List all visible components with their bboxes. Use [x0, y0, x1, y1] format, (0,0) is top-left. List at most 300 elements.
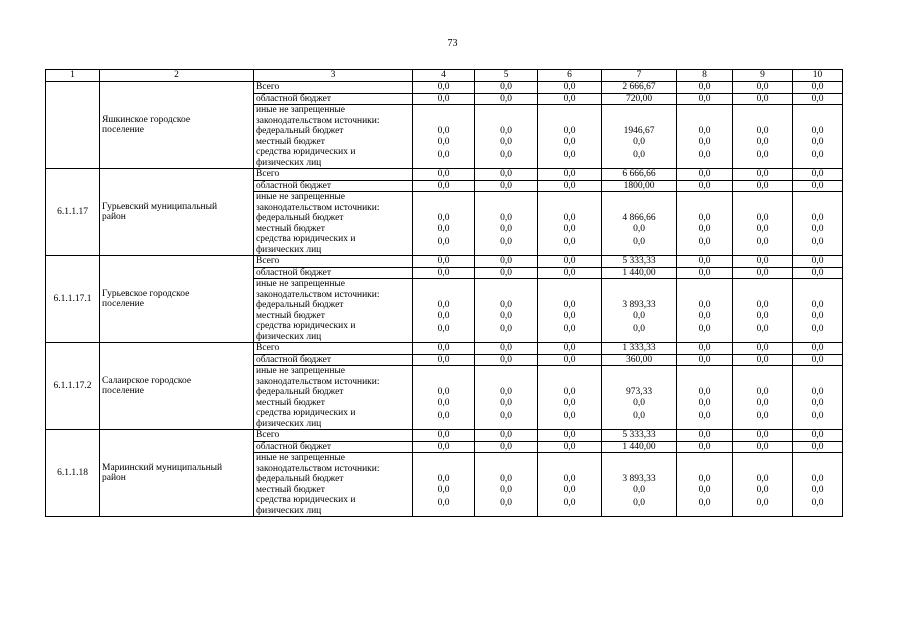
cell-value: 0,0: [756, 324, 769, 334]
cell-value: 0,0: [698, 324, 711, 334]
other-value-cell: [602, 192, 677, 256]
cell-spacer: [735, 279, 790, 290]
source-other-label: [254, 279, 413, 343]
total-value-cell: 0,0: [677, 343, 733, 355]
cell-spacer: [604, 464, 674, 475]
regional-value-cell: 0,0: [677, 180, 733, 192]
row-name: [100, 82, 254, 169]
cell-value: 0,0: [811, 213, 824, 223]
column-header: 7: [602, 70, 677, 82]
cell-value: 0,0: [698, 136, 711, 147]
row-name-line: поселение: [102, 299, 144, 309]
row-name-line: Гурьевский муниципальный: [102, 201, 218, 212]
cell-spacer: [735, 453, 790, 464]
regional-value-cell: 0,0: [413, 441, 475, 453]
total-value-cell: 0,0: [677, 169, 733, 181]
row-name-line: Гурьевское городское: [102, 288, 190, 299]
cell-value: 0,0: [563, 387, 576, 397]
cell-spacer: [795, 453, 840, 464]
regional-value-cell: 0,0: [733, 354, 793, 366]
cell-value: 0,0: [437, 213, 450, 223]
cell-value: 0,0: [756, 484, 769, 495]
cell-value: 0,0: [698, 474, 711, 484]
cell-spacer: [477, 290, 535, 301]
row-name: [100, 256, 254, 343]
cell-value: 0,0: [756, 126, 769, 136]
row-name: [100, 169, 254, 256]
total-value-cell: 0,0: [538, 169, 602, 181]
cell-value: 0,0: [756, 136, 769, 147]
cell-spacer: [540, 290, 599, 301]
cell-value: 973,33: [625, 387, 653, 397]
total-value-cell: 6 666,66: [602, 169, 677, 181]
cell-value: 0,0: [437, 324, 450, 334]
cell-spacer: [795, 279, 840, 290]
cell-value: 0,0: [698, 150, 711, 160]
cell-spacer: [735, 377, 790, 388]
cell-value: 0,0: [698, 484, 711, 495]
total-value-cell: 0,0: [733, 430, 793, 442]
table-row: [46, 343, 843, 355]
other-value-cell: [413, 105, 475, 169]
source-total-label: Всего: [254, 82, 413, 94]
total-value-cell: 1 333,33: [602, 343, 677, 355]
cell-value: 0,0: [500, 136, 512, 147]
regional-value-cell: 0,0: [538, 267, 602, 279]
source-regional-label: областной бюджет: [254, 354, 413, 366]
regional-value-cell: 0,0: [733, 180, 793, 192]
cell-spacer: [679, 116, 730, 127]
row-name-line: поселение: [102, 125, 144, 135]
total-value-cell: 0,0: [793, 256, 843, 268]
cell-spacer: [735, 464, 790, 475]
other-value-cell: [538, 105, 602, 169]
cell-value: 0,0: [633, 484, 645, 495]
source-label-line: физических лиц: [256, 505, 322, 516]
cell-spacer: [735, 105, 790, 116]
cell-spacer: [477, 203, 535, 214]
source-label-line: местный бюджет: [256, 397, 325, 408]
column-header: 6: [538, 70, 602, 82]
cell-value: 0,0: [633, 310, 645, 321]
other-value-cell: [413, 192, 475, 256]
cell-spacer: [679, 105, 730, 116]
cell-value: 3 893,33: [622, 300, 656, 310]
total-value-cell: 0,0: [475, 430, 538, 442]
cell-spacer: [415, 105, 472, 116]
column-header: 3: [254, 70, 413, 82]
budget-table: [45, 69, 843, 517]
column-header: 10: [793, 70, 843, 82]
other-value-cell: [475, 105, 538, 169]
cell-value: 0,0: [756, 397, 769, 408]
cell-value: 0,0: [437, 223, 450, 234]
regional-value-cell: 0,0: [475, 93, 538, 105]
total-value-cell: 0,0: [793, 169, 843, 181]
row-code: 6.1.1.17: [46, 169, 100, 256]
other-value-cell: [602, 279, 677, 343]
column-header: 2: [100, 70, 254, 82]
source-other-label: [254, 192, 413, 256]
total-value-cell: 5 333,33: [602, 256, 677, 268]
regional-value-cell: 0,0: [793, 441, 843, 453]
cell-spacer: [795, 105, 840, 116]
regional-value-cell: 0,0: [538, 180, 602, 192]
cell-value: 0,0: [811, 300, 824, 310]
cell-spacer: [415, 377, 472, 388]
source-label-line: иные не запрещенные: [256, 453, 346, 463]
cell-value: 0,0: [563, 324, 576, 334]
regional-value-cell: 0,0: [793, 267, 843, 279]
cell-value: 0,0: [563, 300, 576, 310]
cell-spacer: [679, 290, 730, 301]
regional-value-cell: 0,0: [475, 354, 538, 366]
cell-value: 0,0: [563, 237, 576, 247]
cell-value: 0,0: [811, 474, 824, 484]
source-label-line: федеральный бюджет: [256, 387, 344, 397]
cell-value: 0,0: [756, 150, 769, 160]
cell-value: 0,0: [698, 411, 711, 421]
cell-value: 0,0: [633, 136, 645, 147]
cell-value: 0,0: [811, 397, 824, 408]
regional-value-cell: 0,0: [677, 267, 733, 279]
source-label-line: федеральный бюджет: [256, 126, 344, 136]
total-value-cell: 0,0: [733, 256, 793, 268]
total-value-cell: 2 666,67: [602, 82, 677, 94]
cell-value: 0,0: [756, 213, 769, 223]
cell-spacer: [604, 105, 674, 116]
cell-value: 0,0: [563, 150, 576, 160]
source-label-line: средства юридических и: [256, 495, 356, 505]
cell-value: 3 893,33: [622, 474, 656, 484]
source-label-line: иные не запрещенные: [256, 105, 346, 115]
cell-value: 0,0: [698, 300, 711, 310]
regional-value-cell: 0,0: [677, 354, 733, 366]
cell-value: 0,0: [500, 310, 512, 321]
cell-spacer: [540, 377, 599, 388]
cell-value: 0,0: [698, 237, 711, 247]
cell-spacer: [604, 192, 674, 203]
cell-spacer: [477, 192, 535, 203]
total-value-cell: 0,0: [733, 343, 793, 355]
cell-value: 0,0: [500, 150, 512, 160]
total-value-cell: 0,0: [793, 82, 843, 94]
cell-value: 0,0: [563, 411, 576, 421]
cell-value: 0,0: [500, 324, 512, 334]
cell-value: 0,0: [437, 136, 450, 147]
regional-value-cell: 0,0: [475, 180, 538, 192]
source-label-line: иные не запрещенные: [256, 366, 346, 376]
regional-value-cell: 0,0: [793, 180, 843, 192]
cell-value: 0,0: [811, 387, 824, 397]
cell-value: 0,0: [500, 474, 512, 484]
source-other-label: [254, 105, 413, 169]
total-value-cell: 0,0: [677, 256, 733, 268]
source-label-line: законодательством источники:: [256, 115, 380, 126]
source-label-line: средства юридических и: [256, 234, 356, 244]
cell-value: 0,0: [811, 310, 824, 321]
cell-value: 0,0: [500, 484, 512, 495]
regional-value-cell: 720,00: [602, 93, 677, 105]
cell-spacer: [679, 279, 730, 290]
source-regional-label: областной бюджет: [254, 267, 413, 279]
cell-spacer: [795, 377, 840, 388]
column-header: 8: [677, 70, 733, 82]
other-value-cell: [677, 366, 733, 430]
regional-value-cell: 360,00: [602, 354, 677, 366]
cell-spacer: [795, 290, 840, 301]
other-value-cell: [677, 105, 733, 169]
cell-value: 0,0: [811, 411, 824, 421]
total-value-cell: 0,0: [413, 256, 475, 268]
other-value-cell: [733, 192, 793, 256]
cell-spacer: [540, 366, 599, 377]
cell-value: 0,0: [563, 484, 576, 495]
cell-spacer: [735, 116, 790, 127]
source-label-line: средства юридических и: [256, 408, 356, 418]
cell-value: 4 866,66: [622, 213, 656, 223]
total-value-cell: 0,0: [677, 430, 733, 442]
total-value-cell: 0,0: [793, 430, 843, 442]
cell-spacer: [415, 464, 472, 475]
cell-value: 0,0: [756, 387, 769, 397]
row-name: [100, 430, 254, 517]
table-row: [46, 169, 843, 181]
other-value-cell: [733, 453, 793, 517]
total-value-cell: 0,0: [538, 82, 602, 94]
column-header: 5: [475, 70, 538, 82]
regional-value-cell: 0,0: [413, 93, 475, 105]
regional-value-cell: 0,0: [413, 180, 475, 192]
cell-spacer: [604, 366, 674, 377]
cell-value: 0,0: [563, 213, 576, 223]
source-label-line: федеральный бюджет: [256, 300, 344, 310]
other-value-cell: [602, 453, 677, 517]
total-value-cell: 0,0: [475, 82, 538, 94]
row-code: 6.1.1.17.2: [46, 343, 100, 430]
cell-spacer: [477, 366, 535, 377]
source-label-line: федеральный бюджет: [256, 474, 344, 484]
cell-value: 0,0: [698, 126, 711, 136]
cell-value: 0,0: [811, 136, 824, 147]
cell-spacer: [604, 116, 674, 127]
other-value-cell: [733, 366, 793, 430]
cell-spacer: [604, 377, 674, 388]
other-value-cell: [413, 453, 475, 517]
cell-value: 0,0: [437, 474, 450, 484]
cell-spacer: [735, 192, 790, 203]
other-value-cell: [793, 366, 843, 430]
total-value-cell: 0,0: [413, 430, 475, 442]
cell-value: 0,0: [437, 300, 450, 310]
source-regional-label: областной бюджет: [254, 441, 413, 453]
cell-value: 0,0: [563, 498, 576, 508]
cell-value: 0,0: [500, 387, 512, 397]
cell-value: 0,0: [756, 237, 769, 247]
cell-spacer: [795, 203, 840, 214]
cell-value: 0,0: [500, 411, 512, 421]
cell-value: 0,0: [563, 223, 576, 234]
table-row: [46, 82, 843, 94]
cell-value: 1946,67: [623, 126, 655, 136]
cell-value: 0,0: [563, 310, 576, 321]
regional-value-cell: 0,0: [733, 93, 793, 105]
other-value-cell: [602, 105, 677, 169]
source-label-line: местный бюджет: [256, 223, 325, 234]
cell-value: 0,0: [437, 397, 450, 408]
cell-spacer: [735, 203, 790, 214]
other-value-cell: [538, 192, 602, 256]
cell-spacer: [795, 464, 840, 475]
source-label-line: средства юридических и: [256, 321, 356, 331]
cell-value: 0,0: [437, 498, 450, 508]
source-label-line: средства юридических и: [256, 147, 356, 157]
total-value-cell: 0,0: [475, 169, 538, 181]
cell-spacer: [679, 377, 730, 388]
cell-value: 0,0: [698, 213, 711, 223]
other-value-cell: [475, 279, 538, 343]
cell-spacer: [477, 464, 535, 475]
cell-value: 0,0: [811, 237, 824, 247]
row-name-line: поселение: [102, 386, 144, 396]
cell-value: 0,0: [756, 223, 769, 234]
cell-value: 0,0: [633, 397, 645, 408]
cell-value: 0,0: [811, 484, 824, 495]
cell-value: 0,0: [811, 324, 824, 334]
row-name-line: район: [102, 212, 126, 222]
total-value-cell: 0,0: [538, 256, 602, 268]
other-value-cell: [677, 192, 733, 256]
regional-value-cell: 0,0: [413, 267, 475, 279]
regional-value-cell: 0,0: [538, 93, 602, 105]
source-label-line: иные не запрещенные: [256, 279, 346, 289]
source-label-line: законодательством источники:: [256, 202, 380, 213]
source-total-label: Всего: [254, 169, 413, 181]
regional-value-cell: 0,0: [793, 93, 843, 105]
cell-value: 0,0: [500, 397, 512, 408]
cell-value: 0,0: [698, 310, 711, 321]
cell-spacer: [679, 192, 730, 203]
cell-spacer: [477, 453, 535, 464]
cell-spacer: [604, 290, 674, 301]
cell-value: 0,0: [500, 213, 512, 223]
regional-value-cell: 0,0: [793, 354, 843, 366]
regional-value-cell: 0,0: [733, 441, 793, 453]
cell-spacer: [540, 192, 599, 203]
source-label-line: местный бюджет: [256, 484, 325, 495]
regional-value-cell: 0,0: [677, 93, 733, 105]
regional-value-cell: 0,0: [677, 441, 733, 453]
source-label-line: законодательством источники:: [256, 289, 380, 300]
cell-spacer: [415, 192, 472, 203]
column-header: 4: [413, 70, 475, 82]
header-row: [46, 70, 843, 82]
cell-value: 0,0: [698, 387, 711, 397]
cell-value: 0,0: [811, 126, 824, 136]
cell-value: 0,0: [756, 474, 769, 484]
cell-spacer: [415, 116, 472, 127]
other-value-cell: [793, 279, 843, 343]
page-number: 73: [447, 38, 458, 49]
regional-value-cell: 1800,00: [602, 180, 677, 192]
total-value-cell: 0,0: [793, 343, 843, 355]
total-value-cell: 0,0: [475, 256, 538, 268]
cell-spacer: [735, 290, 790, 301]
cell-value: 0,0: [633, 237, 645, 247]
cell-spacer: [604, 453, 674, 464]
cell-value: 0,0: [756, 498, 769, 508]
source-label-line: законодательством источники:: [256, 376, 380, 387]
cell-value: 0,0: [698, 498, 711, 508]
cell-value: 0,0: [563, 397, 576, 408]
other-value-cell: [475, 192, 538, 256]
regional-value-cell: 0,0: [475, 267, 538, 279]
cell-spacer: [415, 453, 472, 464]
row-code: [46, 82, 100, 169]
total-value-cell: 0,0: [538, 430, 602, 442]
row-name-line: район: [102, 473, 126, 483]
cell-value: 0,0: [756, 310, 769, 321]
source-total-label: Всего: [254, 256, 413, 268]
cell-spacer: [540, 203, 599, 214]
table-row: [46, 256, 843, 268]
other-value-cell: [793, 453, 843, 517]
other-value-cell: [413, 366, 475, 430]
cell-spacer: [679, 366, 730, 377]
source-label-line: местный бюджет: [256, 136, 325, 147]
source-label-line: физических лиц: [256, 331, 322, 342]
cell-value: 0,0: [633, 150, 645, 160]
cell-value: 0,0: [437, 126, 450, 136]
cell-spacer: [540, 279, 599, 290]
cell-spacer: [415, 290, 472, 301]
cell-value: 0,0: [563, 474, 576, 484]
source-label-line: физических лиц: [256, 157, 322, 168]
cell-value: 0,0: [500, 223, 512, 234]
regional-value-cell: 1 440,00: [602, 267, 677, 279]
column-header: 1: [46, 70, 100, 82]
other-value-cell: [733, 105, 793, 169]
cell-spacer: [735, 366, 790, 377]
source-label-line: законодательством источники:: [256, 463, 380, 474]
other-value-cell: [793, 105, 843, 169]
other-value-cell: [677, 453, 733, 517]
cell-spacer: [795, 192, 840, 203]
cell-spacer: [795, 116, 840, 127]
regional-value-cell: 0,0: [538, 354, 602, 366]
cell-spacer: [477, 377, 535, 388]
other-value-cell: [413, 279, 475, 343]
total-value-cell: 0,0: [475, 343, 538, 355]
total-value-cell: 0,0: [413, 343, 475, 355]
row-code: 6.1.1.17.1: [46, 256, 100, 343]
total-value-cell: 0,0: [733, 169, 793, 181]
cell-value: 0,0: [811, 223, 824, 234]
cell-spacer: [604, 279, 674, 290]
cell-spacer: [477, 116, 535, 127]
regional-value-cell: 0,0: [475, 441, 538, 453]
table-row: [46, 430, 843, 442]
cell-value: 0,0: [500, 126, 512, 136]
total-value-cell: 0,0: [733, 82, 793, 94]
source-total-label: Всего: [254, 343, 413, 355]
total-value-cell: 5 333,33: [602, 430, 677, 442]
cell-spacer: [540, 116, 599, 127]
total-value-cell: 0,0: [677, 82, 733, 94]
cell-value: 0,0: [563, 126, 576, 136]
other-value-cell: [538, 279, 602, 343]
cell-value: 0,0: [633, 223, 645, 234]
